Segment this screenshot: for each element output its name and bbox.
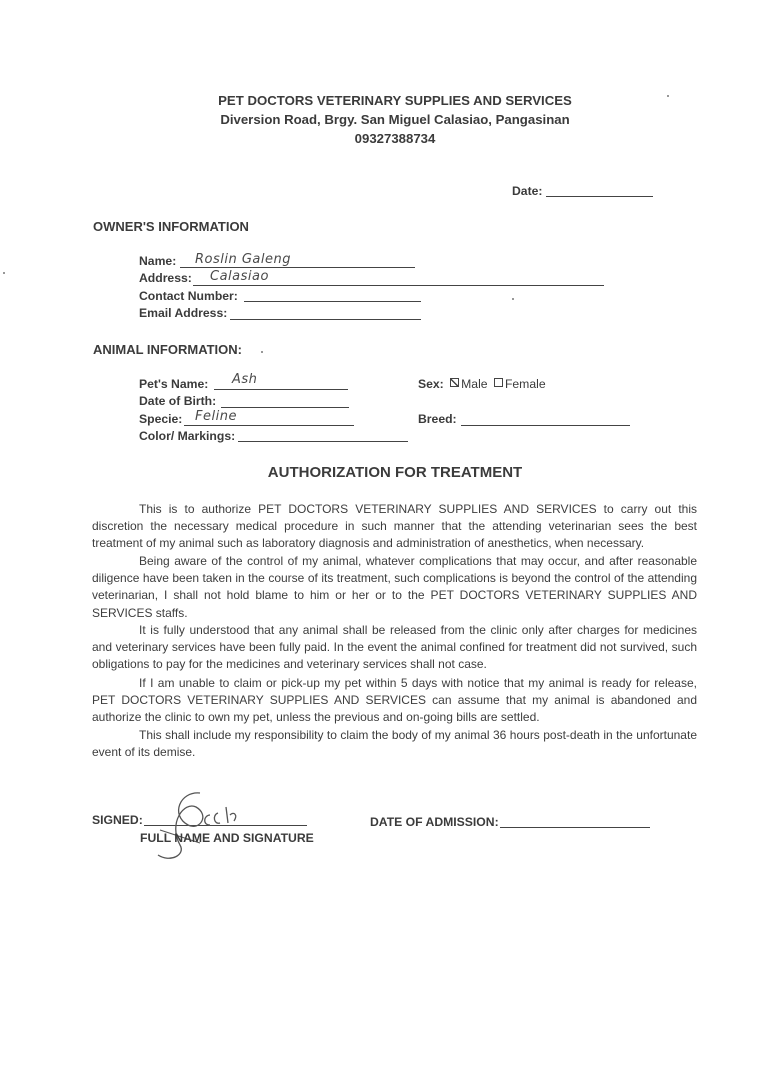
animal-section-title: ANIMAL INFORMATION:	[93, 342, 242, 357]
handwritten-signature	[140, 785, 290, 865]
owner-name-label: Name:	[139, 254, 177, 268]
authorization-paragraph-2: Being aware of the control of my animal, whatever complications that may occur, and after reasonable diligence have been taken in the course of its treatment, such complications is beyond the control of the attending veterinarian, I shall not hold blame to him or her or to the PET DOCTORS VETERINARY SUPPLIES AND SERVICES staffs.	[92, 554, 697, 620]
date-label: Date:	[512, 184, 543, 198]
owner-address-value: Calasiao	[210, 269, 269, 284]
pet-name-line[interactable]	[214, 389, 348, 390]
specie-value: Feline	[195, 409, 237, 424]
owner-contact-line[interactable]	[244, 301, 421, 302]
sex-label: Sex:	[418, 377, 444, 391]
dob-line[interactable]	[221, 407, 349, 408]
pet-name-value: Ash	[232, 372, 258, 387]
authorization-paragraph-5: This shall include my responsibility to claim the body of my animal 36 hours post-death in the unfortunate event of its demise.	[92, 728, 697, 760]
color-markings-label: Color/ Markings:	[139, 429, 236, 443]
owner-email-line[interactable]	[230, 319, 421, 320]
specie-label: Specie:	[139, 412, 183, 426]
scan-speck	[3, 272, 5, 274]
scan-speck	[667, 95, 669, 97]
female-checkbox[interactable]	[494, 378, 503, 387]
date-line[interactable]	[546, 196, 653, 197]
authorization-title: AUTHORIZATION FOR TREATMENT	[267, 464, 523, 481]
sex-option-male[interactable]: Male	[447, 377, 487, 391]
signature-caption: FULL NAME AND SIGNATURE	[140, 831, 314, 845]
scan-speck	[261, 351, 263, 353]
specie-line[interactable]	[184, 425, 354, 426]
owner-address-line[interactable]	[193, 285, 604, 286]
color-markings-line[interactable]	[238, 441, 408, 442]
signed-label: SIGNED:	[92, 813, 143, 827]
sex-option-female[interactable]: Female	[491, 377, 546, 391]
owner-section-title: OWNER'S INFORMATION	[93, 219, 249, 234]
date-of-admission-label: DATE OF ADMISSION:	[370, 815, 499, 829]
owner-name-value: Roslin Galeng	[195, 252, 291, 267]
breed-label: Breed:	[418, 412, 457, 426]
owner-contact-label: Contact Number:	[139, 289, 238, 303]
male-checkbox-checked[interactable]	[450, 378, 459, 387]
owner-name-line[interactable]	[180, 267, 415, 268]
sex-field	[418, 377, 546, 391]
dob-label: Date of Birth:	[139, 394, 217, 408]
authorization-paragraph-3: It is fully understood that any animal shall be released from the clinic only after charges for medicines and veterinary services have been fully paid. In the event the animal confined for treatment did not survived, such obligations to pay for the medicines and veterinary services shall not case.	[92, 623, 697, 672]
owner-address-label: Address:	[139, 271, 192, 285]
scan-speck	[512, 298, 514, 300]
breed-line[interactable]	[461, 425, 630, 426]
pet-name-label: Pet's Name:	[139, 377, 209, 391]
company-address: Diversion Road, Brgy. San Miguel Calasiao, Pangasinan	[220, 112, 570, 127]
owner-email-label: Email Address:	[139, 306, 228, 320]
company-name: PET DOCTORS VETERINARY SUPPLIES AND SERVICES	[218, 93, 572, 108]
authorization-paragraph-1: This is to authorize PET DOCTORS VETERINARY SUPPLIES AND SERVICES to carry out this discretion the necessary medical procedure in such manner that the attending veterinarian sees the best treatment of my animal such as laboratory diagnosis and administration of anesthetics, when necessary.	[92, 502, 697, 551]
company-phone: 09327388734	[354, 131, 436, 146]
authorization-paragraph-4: If I am unable to claim or pick-up my pet within 5 days with notice that my animal is ready for release, PET DOCTORS VETERINARY SUPPLIES AND SERVICES can assume that my animal is abandoned and authorize the clinic to own my pet, unless the previous and on-going bills are settled.	[92, 676, 697, 725]
date-of-admission-line[interactable]	[500, 827, 650, 828]
